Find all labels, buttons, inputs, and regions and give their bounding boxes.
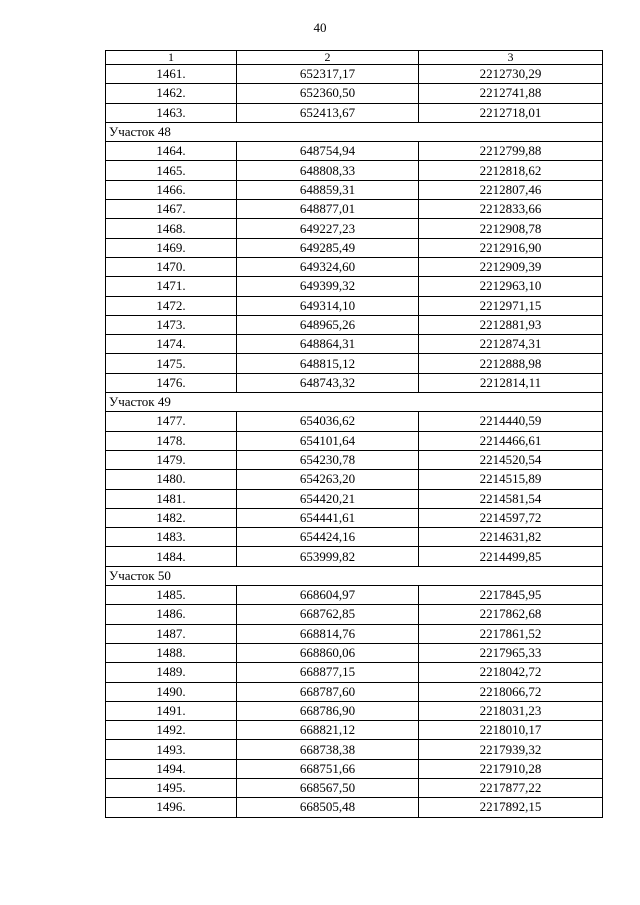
point-number-cell: 1491. [106, 701, 237, 720]
x-coordinate-cell: 648808,33 [237, 161, 419, 180]
table-row [106, 354, 603, 373]
x-coordinate-cell: 648864,31 [237, 335, 419, 354]
x-coordinate-cell: 668787,60 [237, 682, 419, 701]
x-coordinate-cell: 654441,61 [237, 508, 419, 527]
point-number-cell: 1488. [106, 643, 237, 662]
table-row [106, 547, 603, 566]
table-row [106, 798, 603, 817]
y-coordinate-cell: 2212874,31 [419, 335, 603, 354]
point-number-cell: 1468. [106, 219, 237, 238]
x-coordinate-cell: 649399,32 [237, 277, 419, 296]
table-row [106, 238, 603, 257]
table-row [106, 740, 603, 759]
point-number-cell: 1461. [106, 65, 237, 84]
x-coordinate-cell: 648743,32 [237, 373, 419, 392]
y-coordinate-cell: 2212741,88 [419, 84, 603, 103]
column-header-3: 3 [419, 51, 603, 65]
x-coordinate-cell: 668877,15 [237, 663, 419, 682]
y-coordinate-cell: 2214581,54 [419, 489, 603, 508]
y-coordinate-cell: 2214499,85 [419, 547, 603, 566]
x-coordinate-cell: 654230,78 [237, 450, 419, 469]
y-coordinate-cell: 2212833,66 [419, 200, 603, 219]
point-number-cell: 1473. [106, 315, 237, 334]
column-header-2: 2 [237, 51, 419, 65]
x-coordinate-cell: 652360,50 [237, 84, 419, 103]
y-coordinate-cell: 2212916,90 [419, 238, 603, 257]
y-coordinate-cell: 2217939,32 [419, 740, 603, 759]
x-coordinate-cell: 668821,12 [237, 721, 419, 740]
x-coordinate-cell: 654036,62 [237, 412, 419, 431]
y-coordinate-cell: 2214597,72 [419, 508, 603, 527]
point-number-cell: 1470. [106, 257, 237, 276]
table-row [106, 470, 603, 489]
table-row [106, 586, 603, 605]
section-row [106, 393, 603, 412]
table-row [106, 257, 603, 276]
y-coordinate-cell: 2217892,15 [419, 798, 603, 817]
point-number-cell: 1475. [106, 354, 237, 373]
table-row [106, 450, 603, 469]
point-number-cell: 1471. [106, 277, 237, 296]
table-row [106, 778, 603, 797]
point-number-cell: 1467. [106, 200, 237, 219]
point-number-cell: 1480. [106, 470, 237, 489]
x-coordinate-cell: 668762,85 [237, 605, 419, 624]
point-number-cell: 1482. [106, 508, 237, 527]
y-coordinate-cell: 2212908,78 [419, 219, 603, 238]
y-coordinate-cell: 2212881,93 [419, 315, 603, 334]
point-number-cell: 1474. [106, 335, 237, 354]
table-row [106, 643, 603, 662]
table-row [106, 605, 603, 624]
x-coordinate-cell: 668738,38 [237, 740, 419, 759]
x-coordinate-cell: 648877,01 [237, 200, 419, 219]
column-header-1: 1 [106, 51, 237, 65]
x-coordinate-cell: 652317,17 [237, 65, 419, 84]
page-number: 40 [313, 20, 327, 35]
x-coordinate-cell: 649324,60 [237, 257, 419, 276]
table-row [106, 431, 603, 450]
point-number-cell: 1465. [106, 161, 237, 180]
x-coordinate-cell: 654101,64 [237, 431, 419, 450]
table-row [106, 624, 603, 643]
x-coordinate-cell: 649227,23 [237, 219, 419, 238]
table-row [106, 180, 603, 199]
point-number-cell: 1490. [106, 682, 237, 701]
y-coordinate-cell: 2212799,88 [419, 142, 603, 161]
table-row [106, 315, 603, 334]
table-row [106, 508, 603, 527]
x-coordinate-cell: 668604,97 [237, 586, 419, 605]
x-coordinate-cell: 654420,21 [237, 489, 419, 508]
table-row [106, 682, 603, 701]
point-number-cell: 1495. [106, 778, 237, 797]
y-coordinate-cell: 2217845,95 [419, 586, 603, 605]
table-row [106, 759, 603, 778]
y-coordinate-cell: 2214631,82 [419, 528, 603, 547]
x-coordinate-cell: 668814,76 [237, 624, 419, 643]
point-number-cell: 1476. [106, 373, 237, 392]
x-coordinate-cell: 668567,50 [237, 778, 419, 797]
x-coordinate-cell: 654424,16 [237, 528, 419, 547]
y-coordinate-cell: 2212963,10 [419, 277, 603, 296]
y-coordinate-cell: 2214440,59 [419, 412, 603, 431]
point-number-cell: 1477. [106, 412, 237, 431]
coordinates-table-body [106, 51, 603, 818]
point-number-cell: 1492. [106, 721, 237, 740]
section-title: Участок 49 [106, 393, 603, 412]
x-coordinate-cell: 668751,66 [237, 759, 419, 778]
y-coordinate-cell: 2218042,72 [419, 663, 603, 682]
point-number-cell: 1463. [106, 103, 237, 122]
x-coordinate-cell: 649285,49 [237, 238, 419, 257]
y-coordinate-cell: 2214515,89 [419, 470, 603, 489]
point-number-cell: 1483. [106, 528, 237, 547]
point-number-cell: 1466. [106, 180, 237, 199]
point-number-cell: 1489. [106, 663, 237, 682]
x-coordinate-cell: 652413,67 [237, 103, 419, 122]
x-coordinate-cell: 649314,10 [237, 296, 419, 315]
point-number-cell: 1481. [106, 489, 237, 508]
table-row [106, 489, 603, 508]
y-coordinate-cell: 2218010,17 [419, 721, 603, 740]
point-number-cell: 1487. [106, 624, 237, 643]
point-number-cell: 1462. [106, 84, 237, 103]
x-coordinate-cell: 668505,48 [237, 798, 419, 817]
table-row [106, 277, 603, 296]
y-coordinate-cell: 2212909,39 [419, 257, 603, 276]
table-row [106, 335, 603, 354]
table-header-row [106, 51, 603, 65]
y-coordinate-cell: 2214520,54 [419, 450, 603, 469]
y-coordinate-cell: 2212814,11 [419, 373, 603, 392]
x-coordinate-cell: 653999,82 [237, 547, 419, 566]
x-coordinate-cell: 648815,12 [237, 354, 419, 373]
x-coordinate-cell: 648754,94 [237, 142, 419, 161]
y-coordinate-cell: 2212818,62 [419, 161, 603, 180]
point-number-cell: 1479. [106, 450, 237, 469]
x-coordinate-cell: 648965,26 [237, 315, 419, 334]
y-coordinate-cell: 2212971,15 [419, 296, 603, 315]
y-coordinate-cell: 2217965,33 [419, 643, 603, 662]
table-row [106, 161, 603, 180]
y-coordinate-cell: 2212807,46 [419, 180, 603, 199]
point-number-cell: 1464. [106, 142, 237, 161]
table-row [106, 200, 603, 219]
x-coordinate-cell: 668860,06 [237, 643, 419, 662]
table-row [106, 663, 603, 682]
point-number-cell: 1472. [106, 296, 237, 315]
point-number-cell: 1469. [106, 238, 237, 257]
table-row [106, 528, 603, 547]
y-coordinate-cell: 2212718,01 [419, 103, 603, 122]
coordinates-table [105, 50, 603, 818]
table-row [106, 412, 603, 431]
point-number-cell: 1478. [106, 431, 237, 450]
table-row [106, 219, 603, 238]
point-number-cell: 1496. [106, 798, 237, 817]
y-coordinate-cell: 2217862,68 [419, 605, 603, 624]
y-coordinate-cell: 2214466,61 [419, 431, 603, 450]
section-row [106, 566, 603, 585]
table-row [106, 373, 603, 392]
y-coordinate-cell: 2217861,52 [419, 624, 603, 643]
y-coordinate-cell: 2218031,23 [419, 701, 603, 720]
section-row [106, 122, 603, 141]
point-number-cell: 1485. [106, 586, 237, 605]
y-coordinate-cell: 2217910,28 [419, 759, 603, 778]
point-number-cell: 1484. [106, 547, 237, 566]
table-row [106, 103, 603, 122]
section-title: Участок 48 [106, 122, 603, 141]
x-coordinate-cell: 668786,90 [237, 701, 419, 720]
y-coordinate-cell: 2217877,22 [419, 778, 603, 797]
table-row [106, 721, 603, 740]
table-row [106, 84, 603, 103]
x-coordinate-cell: 648859,31 [237, 180, 419, 199]
table-row [106, 296, 603, 315]
table-row [106, 65, 603, 84]
x-coordinate-cell: 654263,20 [237, 470, 419, 489]
point-number-cell: 1494. [106, 759, 237, 778]
point-number-cell: 1493. [106, 740, 237, 759]
y-coordinate-cell: 2218066,72 [419, 682, 603, 701]
point-number-cell: 1486. [106, 605, 237, 624]
y-coordinate-cell: 2212730,29 [419, 65, 603, 84]
section-title: Участок 50 [106, 566, 603, 585]
table-row [106, 701, 603, 720]
table-row [106, 142, 603, 161]
y-coordinate-cell: 2212888,98 [419, 354, 603, 373]
